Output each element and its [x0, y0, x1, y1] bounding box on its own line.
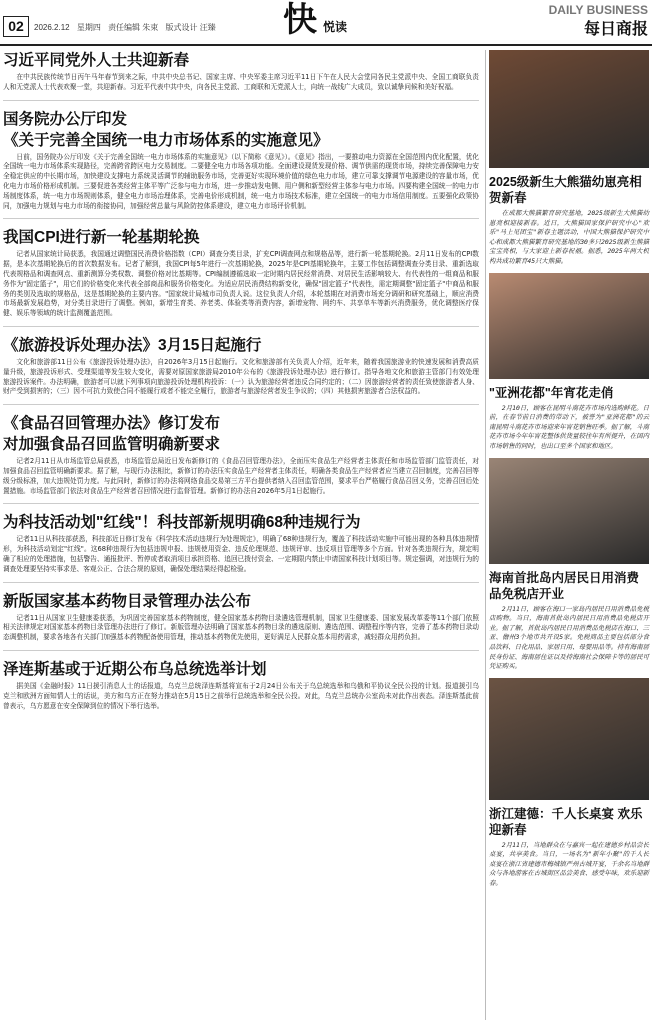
article-separator — [3, 503, 479, 504]
article-separator — [3, 326, 479, 327]
photo-title: 浙江建德：千人长桌宴 欢乐迎新春 — [489, 806, 643, 837]
article-body: 记者11日从国家卫生健康委获悉，为巩固完善国家基本药物制度，健全国家基本药物目录遴选管理机制，国家卫生健康委、国家发展改革委等11个部门依照相关法律规定对国家基本药物目录管理办法进行了修订。新版管理办法明确了国家基本药物目录的遴选原则、遴选范围、调整程序等内容，完善了基本药物目录动态调整机制，要求各地各有关部门加强基本药物配备使用管理，推动基本药物优先使用，更好满足人民群众基本用药需求，减轻群众用药负担。 — [3, 613, 479, 642]
article — [3, 659, 479, 711]
article — [3, 109, 479, 212]
news-photo — [489, 458, 649, 564]
article-title: 新版国家基本药物目录管理办法公布 — [3, 592, 252, 610]
photo-title: "亚洲花都"年宵花走俏 — [489, 385, 614, 400]
article-body: 记者2月11日从市场监管总局获悉，市场监管总局近日发布新修订的《食品召回管理办法》，全面压实食品生产经营者主体责任和市场监管部门监管责任，对加强食品召回监管明确新要求。据了解，与现行办法相比，新修订的办法压实食品生产经营者主体责任，明确各类食品生产经营者应当建立召回制度，完善召回等级分级标准，加大违规处罚力度。与此同时，新修订的办法将网络食品交易第三方平台提供者纳入召回监管范围，要求平台严格履行食品召回义务，完善召回后处置措施。市场监管部门依法对食品生产经营者召回情况进行监督管理。新修订的办法自2026年5月1日起施行。 — [3, 457, 479, 495]
photo-caption: 2月11日，当地群众在与嘉宾一起在建德乡村品尝长桌宴，共享美食。当日，一场名为"新年小聚"的千人长桌宴在浙江省建德市梅城镇严州古城开宴，千余名当地群众与各地游客在古城街区品尝美食、感受年味，欢乐迎新春。 — [489, 840, 649, 888]
article-subtitle: 《关于完善全国统一电力市场体系的实施意见》 — [3, 131, 329, 149]
issue-weekday: 星期四 — [76, 23, 101, 32]
column-divider — [485, 50, 486, 1020]
article-separator — [3, 100, 479, 101]
photo-caption: 2月10日，顾客在昆明斗南花卉市场内选购鲜花。日前，在春节前日消费的带动下，被誉为"亚洲花都"的云南昆明斗南花卉市场迎来年宵花销售旺季。据了解，斗南花卉市场今年年宵花整体供货量较往年有所提升，在国内市场销售的同时，也出口至多个国家和地区。 — [489, 403, 649, 450]
photo-caption: 在成都大熊猫繁育研究基地，2025级新生大熊猫幼崽亮相迎接新春。近日，大熊猫国家保护研究中心"欢乐"马上见团宝"新春主题活动，中国大熊猫保护研究中心和成都大熊猫繁育研究基地的30多只2025级新生熊猫宝宝亮相，与大家迎上新春祝福。据悉，2025年两大机构共成功繁育45只大熊猫。 — [489, 209, 649, 265]
news-photo — [489, 50, 649, 168]
masthead-cn: 每日商报 — [583, 19, 648, 38]
page-header — [0, 0, 652, 44]
header-rule — [0, 44, 652, 46]
article — [3, 413, 479, 496]
article — [3, 335, 479, 397]
photo-story — [489, 50, 649, 267]
designer-credit: 版式设计 汪臻 — [165, 23, 216, 32]
article — [3, 512, 479, 574]
article — [3, 227, 479, 319]
photo-story — [489, 458, 649, 672]
photo-sidebar — [489, 50, 649, 895]
issue-meta — [34, 22, 221, 33]
article-title: 《旅游投诉处理办法》3月15日起施行 — [3, 336, 262, 354]
photo-story — [489, 678, 649, 889]
article-body: 据美国《金融时报》11日援引消息人士的话报道，乌克兰总统泽连斯基将宣布于2月24日公布关于乌总统选举和乌俄和平协议全民公投的计划。报道援引乌克兰和欧洲方面知情人士的话说，美方和乌方正在努力推动在5月15日之前举行总统选举和全民公投。对此，乌克兰总统办公室尚未对此作出表态。泽连斯基此前曾表示，乌方愿意在安全保障到位的情况下举行选举。 — [3, 681, 479, 710]
article-title: 我国CPI进行新一轮基期轮换 — [3, 229, 200, 247]
main-column — [3, 50, 479, 711]
brand-char: 快 — [283, 0, 316, 40]
article-title: 为科技活动划"红线"！科技部新规明确68种违规行为 — [3, 514, 361, 532]
article-title: 泽连斯基或于近期公布乌总统选举计划 — [3, 660, 267, 678]
article-separator — [3, 650, 479, 651]
masthead-en: DAILY BUSINESS — [548, 3, 648, 17]
article-separator — [3, 218, 479, 219]
news-photo — [489, 678, 649, 800]
photo-story — [489, 273, 649, 452]
page-number: 02 — [3, 16, 29, 37]
article-subtitle: 对加强食品召回监管明确新要求 — [3, 436, 221, 454]
article-body: 记者从国家统计局获悉，我国通过调整国民消费价格指数（CPI）调查分类目录，扩充CPI调查网点和规格品等，进行新一轮基期轮换。2月11日发布的CPI数据，是本次基期轮换后的首次数据发布。记者了解到，我国CPI每5年进行一次基期轮换，2025年是CPI基期轮换年，主要工作包括调整调查分类目录、重新选取代表规格品和调查网点、重新测算分类权数、调整价格对比基期等。CPI编制遵循选取一定时期内居民经常消费、对居民生活影响较大、有代表性的一组商品和服务作为"固定篮子"，用它们的价格变化来代表全部商品和服务价格变化。为适应居民消费结构新变化，确保"固定篮子"代表性，需定期调整"固定篮子"中商品和服务的类别及选取的规格品，这是基期轮换的主要内容。"国家统计局城市司负责人说。这位负责人介绍，本轮基期在对消费市场充分调研和研究基础上，顺应消费市场最新发展趋势，对分类目录进行了调整。例如，新增生育类、养老类、体验类等消费内容，新增宠物、网约车、共享单车等新兴消费服务，优化调整医疗保健、娱乐等领域的统计监测覆盖范围。 — [3, 250, 479, 318]
news-photo — [489, 273, 649, 379]
article — [3, 50, 479, 93]
article-body: 在中共民族传统节日丙午马年春节到来之际，中共中央总书记、国家主席、中央军委主席习近平11日下午在人民大会堂同各民主党派中央、全国工商联负责人和无党派人士代表欢聚一堂，共迎新春。习近平代表中共中央，向各民主党派、工商联和无党派人士，向统一战线广大成员，致以诚挚问候和美好祝福。 — [3, 73, 479, 91]
article-title: 习近平同党外人士共迎新春 — [3, 52, 190, 69]
photo-title: 2025级新生大熊猫幼崽亮相贺新春 — [489, 175, 642, 205]
photo-caption: 2月11日，顾客在海口一家岛内居民日用消费品免税店购物。当日，海南首批岛内居民日用消费品免税店开业。据了解，首批岛内居民日用消费品免税店在海口、三亚、儋州3个地市共开设5家。免税商品主要包括部分食品饮料、日化用品、家居日用、母婴用品等。持有海南居民身份证、海南居住证以及持海南社会保障卡等的居民可凭证购买。 — [489, 604, 649, 671]
photo-title: 海南首批岛内居民日用消费品免税店开业 — [489, 570, 640, 601]
article-body: 文化和旅游部11日公布《旅游投诉处理办法》，自2026年3月15日起施行。文化和旅游部有关负责人介绍，近年来，随着我国旅游业的快速发展和消费高质量升级，旅游投诉形式、受理渠道等发生较大变化，需要对原国家旅游局2010年公布的《旅游投诉处理办法》进行修订。指导各地文化和旅游主管部门有效处理旅游投诉案件。办法明确，旅游者可以就下列事项向旅游投诉处理机构投诉：（一）认为旅游经营者违反合同约定的；（二）因旅游经营者的责任致使旅游者人身、财产受到损害的；（三）因不可抗力致使合同不能履行或者不能完全履行，旅游者与旅游经营者发生争议的；（四）其他损害旅游者合法权益的。 — [3, 357, 479, 396]
article — [3, 591, 479, 643]
article-separator — [3, 404, 479, 405]
article-title: 国务院办公厅印发 — [3, 110, 128, 128]
article-body: 日前，国务院办公厅印发《关于完善全国统一电力市场体系的实施意见》（以下简称《意见》）。《意见》指出，一要推动电力资源在全国范围内优化配置，优化全国统一电力市场体系实现路径，完善跨省跨区电力交易制度。二要健全电力市场各项功能。全面建设现货发现价格、调节供需的现货市场，持续完善保障电力安全稳定供应的中长期市场，加快建设支撑电力系统灵活调节的辅助服务市场，完善更好实现环境价值的绿色电力市场，建立可靠支撑调节电源建设的容量市场，优化电力市场价格形成机制。三要促进各类经营主体平等广泛参与电力市场，进一步推动发电侧、用户侧和新型经营主体参与电力市场。四要构建全国统一的电力市场制度体系，统一电力市场规则体系，健全电力市场治理体系，完善电价形成机制，统一电力市场技术标准，建立全国统一的电力市场信用制度。五要强化政策协同，加强电力规划与电力市场的衔接协同，加强经营总量与风险防控体系建设，建立电力市场评价机制。 — [3, 152, 479, 210]
article-body: 记者11日从科技部获悉，科技部近日修订发布《科学技术活动违规行为处理规定》，明确了68种违规行为，覆盖了科技活动实施中可能出现的各种具体违规情形，为科技活动划定"红线"。这68种违规行为包括违规申报、违规使用资金、违反伦理规范、违规评审、违反项目管理等多个方面。针对各类违规行为，规定明确了相应的处理措施，包括警告、通报批评、暂停或者取消项目承担资格、追回已拨付资金、一定期限内禁止申请国家科技计划项目等。规定强调，对违规行为的调查处理要坚持实事求是、客观公正、合法合规的原则，确保处理结果经得起检验。 — [3, 535, 479, 573]
article-title: 《食品召回管理办法》修订发布 — [3, 415, 221, 433]
article-separator — [3, 582, 479, 583]
brand-sub: 悦读 — [323, 20, 348, 34]
section-brand — [283, 0, 348, 40]
editor-credit: 责任编辑 朱束 — [108, 23, 159, 32]
issue-date: 2026.2.12 — [34, 23, 70, 32]
